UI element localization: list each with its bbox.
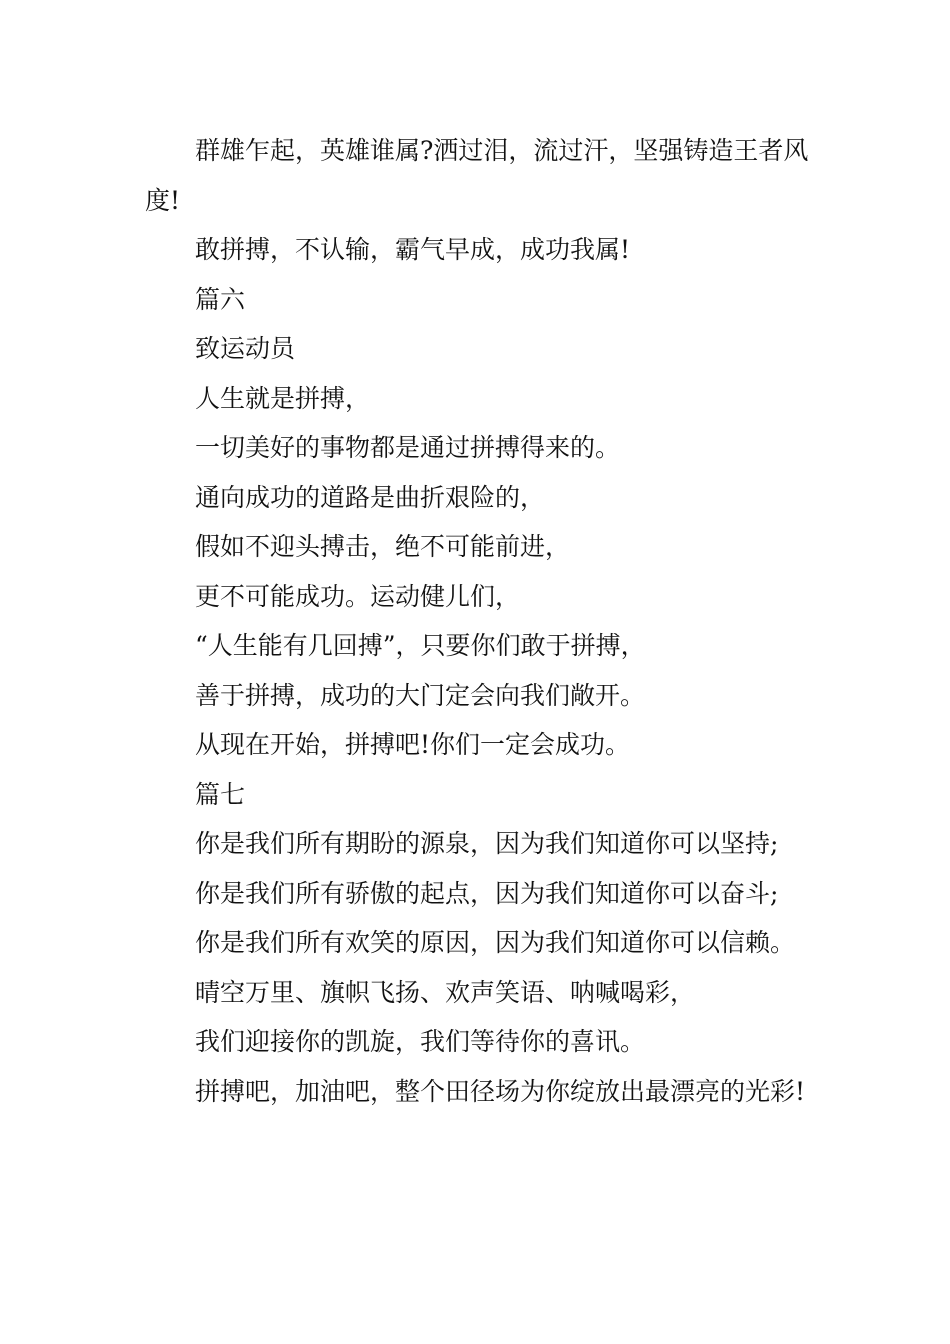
poem-line: 假如不迎头搏击，绝不可能前进， <box>195 532 571 561</box>
poem-line: 我们迎接你的凯旋，我们等待你的喜讯。 <box>195 1027 646 1056</box>
paragraph: 敢拼搏，不认输，霸气早成，成功我属! <box>195 235 631 264</box>
poem-line: 你是我们所有欢笑的原因，因为我们知道你可以信赖。 <box>195 928 796 957</box>
section-heading: 篇六 <box>195 284 246 314</box>
poem-line: 通向成功的道路是曲折艰险的， <box>195 482 546 512</box>
poem-line: 善于拼搏，成功的大门定会向我们敞开。 <box>195 680 646 710</box>
poem-line: 更不可能成功。运动健儿们， <box>195 581 521 611</box>
document-body <box>145 126 815 1116</box>
poem-line: “人生能有几回搏”，只要你们敢于拼搏， <box>195 631 646 660</box>
poem-line: 一切美好的事物都是通过拼搏得来的。 <box>195 433 621 462</box>
poem-title: 致运动员 <box>195 334 296 363</box>
poem-line: 人生就是拼搏， <box>195 383 371 413</box>
poem-line: 你是我们所有骄傲的起点，因为我们知道你可以奋斗; <box>195 878 779 908</box>
poem-line: 你是我们所有期盼的源泉，因为我们知道你可以坚持; <box>195 829 779 858</box>
poem-line: 晴空万里、旗帜飞扬、欢声笑语、呐喊喝彩， <box>195 977 696 1007</box>
paragraph: 群雄乍起，英雄谁属?洒过泪，流过汗，坚强铸造王者风度! <box>145 136 809 215</box>
section-heading: 篇七 <box>195 779 246 809</box>
paragraph: 拼搏吧，加油吧，整个田径场为你绽放出最漂亮的光彩! <box>195 1076 806 1106</box>
poem-line: 从现在开始，拼搏吧!你们一定会成功。 <box>195 730 631 759</box>
